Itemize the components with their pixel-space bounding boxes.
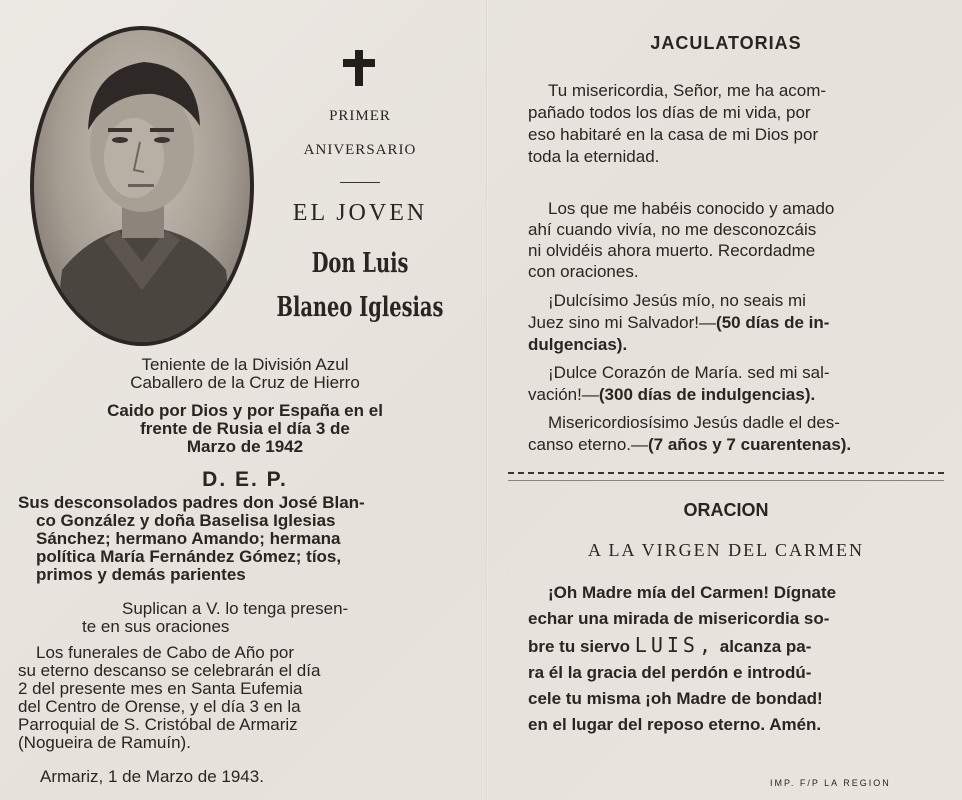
text-line: en el lugar del reposo eterno. Amén. xyxy=(528,715,822,734)
jaculatoria-2 xyxy=(528,198,940,282)
cross-icon xyxy=(342,50,376,86)
portrait-figure xyxy=(34,30,250,342)
primer-label: PRIMER xyxy=(329,108,391,124)
indulgence-text: (300 días de indulgencias). xyxy=(598,385,816,404)
right-panel xyxy=(490,0,962,800)
text-line xyxy=(528,384,940,406)
aniversario-label: ANIVERSARIO xyxy=(303,142,417,158)
funerales-line: Los funerales de Cabo de Año por xyxy=(36,643,295,662)
section-divider-line xyxy=(508,480,944,481)
titles-block xyxy=(18,356,472,392)
text-line xyxy=(528,312,940,334)
padres-line: Sánchez; hermano Amando; hermana xyxy=(36,529,341,548)
text-line: ¡Dulce Corazón de María. sed mi sal- xyxy=(548,363,830,382)
teniente-line: Teniente de la División Azul xyxy=(141,355,349,374)
caido-line: frente de Rusia el día 3 de xyxy=(140,419,350,438)
caido-line: Marzo de 1942 xyxy=(186,437,304,456)
text-line: ¡Dulcísimo Jesús mío, no seais mi xyxy=(548,291,806,310)
jaculatoria-3 xyxy=(528,290,940,356)
name-line-2: Blaneo Iglesias xyxy=(276,292,444,323)
text-line: ¡Oh Madre mía del Carmen! Dígnate xyxy=(548,583,837,602)
text-line xyxy=(528,632,940,660)
suplican-block xyxy=(18,600,472,636)
suplican-line: Suplican a V. lo tenga presen- xyxy=(122,599,349,618)
caido-block xyxy=(18,402,472,456)
portrait-photo xyxy=(30,26,254,346)
funerales-line: 2 del presente mes en Santa Eufemia xyxy=(18,679,303,698)
section-divider-dashed xyxy=(508,472,944,474)
text-segment: canso eterno.— xyxy=(528,435,649,454)
text-line: eso habitaré en la casa de mi Dios por xyxy=(528,125,819,144)
text-line: pañado todos los días de mi vida, por xyxy=(528,103,811,122)
text-line: Misericordiosísimo Jesús dadle el des- xyxy=(548,413,840,432)
header-divider xyxy=(340,182,380,183)
indulgence-text: (7 años y 7 cuarentenas). xyxy=(648,435,852,454)
text-line: echar una mirada de misericordia so- xyxy=(528,609,830,628)
funerales-block xyxy=(18,644,472,752)
text-line: Tu misericordia, Señor, me ha acom- xyxy=(548,81,827,100)
suplican-line: te en sus oraciones xyxy=(82,617,230,636)
text-line xyxy=(528,434,940,456)
padres-line: co González y doña Baselisa Iglesias xyxy=(36,511,336,530)
jaculatorias-heading: JACULATORIAS xyxy=(650,33,802,53)
text-segment: Juez sino mi Salvador!— xyxy=(528,313,717,332)
text-line: ahí cuando vivía, no me desconozcáis xyxy=(528,220,817,239)
text-line: ra él la gracia del perdón e introdú- xyxy=(528,663,812,682)
text-line: ni olvidéis ahora muerto. Recordadme xyxy=(528,241,816,260)
dep-label: D. E. P. xyxy=(202,468,288,491)
padres-line: política María Fernández Gómez; tíos, xyxy=(36,547,342,566)
funerales-line: Parroquial de S. Cristóbal de Armariz xyxy=(18,715,298,734)
fecha-line: Armariz, 1 de Marzo de 1943. xyxy=(40,767,264,786)
funerales-line: su eterno descanso se celebrarán el día xyxy=(18,661,321,680)
padres-line: primos y demás parientes xyxy=(36,565,246,584)
funerales-line: (Nogueira de Ramuín). xyxy=(18,733,191,752)
indulgence-text: (50 días de in- xyxy=(716,313,830,332)
oracion-text xyxy=(528,580,940,738)
text-segment: vación!— xyxy=(528,385,599,404)
card-fold xyxy=(486,0,488,800)
text-line: toda la eternidad. xyxy=(528,147,660,166)
text-line: Los que me habéis conocido y amado xyxy=(548,199,835,218)
indulgence-text: dulgencias). xyxy=(528,335,628,354)
funerales-line: del Centro de Orense, y el día 3 en la xyxy=(18,697,301,716)
padres-line: Sus desconsolados padres don José Blan- xyxy=(18,493,365,512)
caido-line: Caido por Dios y por España en el xyxy=(107,401,383,420)
el-joven-label: EL JOVEN xyxy=(292,200,428,226)
luis-name: LUIS, xyxy=(634,633,715,657)
jaculatoria-4 xyxy=(528,362,940,406)
virgen-heading: A LA VIRGEN DEL CARMEN xyxy=(587,540,864,560)
caballero-line: Caballero de la Cruz de Hierro xyxy=(130,373,360,392)
oracion-heading: ORACION xyxy=(683,500,769,520)
text-segment: alcanza pa- xyxy=(719,637,812,656)
text-line: con oraciones. xyxy=(528,262,639,281)
padres-block xyxy=(18,494,472,584)
printer-mark: IMP. F/P LA REGION xyxy=(770,778,891,788)
jaculatoria-1 xyxy=(528,80,940,168)
text-line: cele tu misma ¡oh Madre de bondad! xyxy=(528,689,823,708)
name-line-1: Don Luis xyxy=(311,248,409,279)
jaculatoria-5 xyxy=(528,412,940,456)
text-segment: bre tu siervo xyxy=(528,637,631,656)
